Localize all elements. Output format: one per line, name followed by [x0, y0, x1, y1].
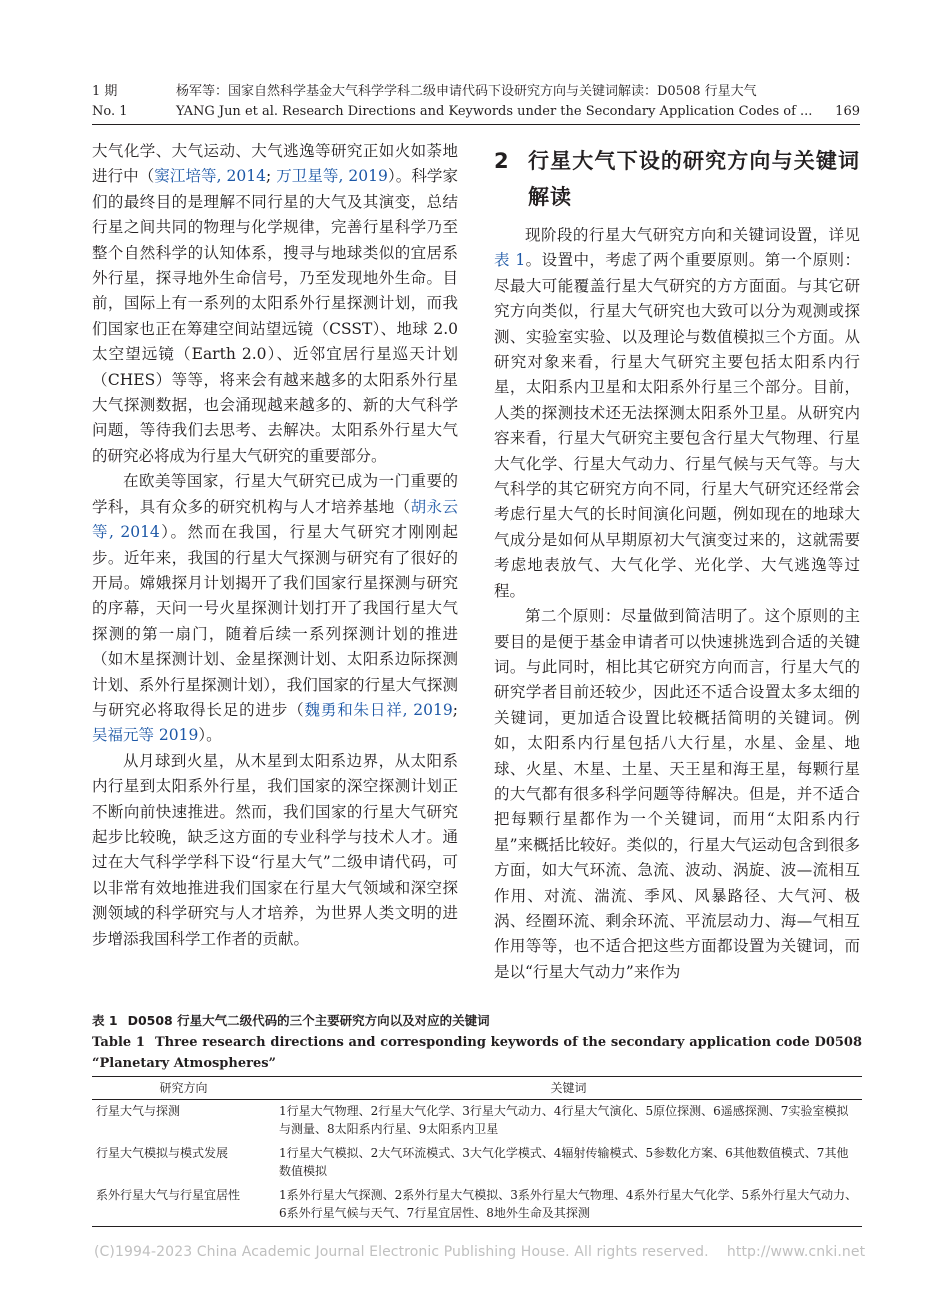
copyright-footer: (C)1994-2023 China Academic Journal Electronic Publishing House. All rights reserved. http://www.cnki.net: [94, 1244, 866, 1260]
paragraph: 现阶段的行星大气研究方向和关键词设置，详见表 1。设置中，考虑了两个重要原则。第一个原则：尽最大可能覆盖行星大气研究的方方面面。与其它研究方向类似，行星大气研究也大致可以分为观测或探测、实验室实验、以及理论与数值模拟三个方面。从研究对象来看，行星大气研究主要包括太阳系内行星，太阳系内卫星和太阳系外行星三个部分。目前，人类的探测技术还无法探测太阳系外卫星。从研究内容来看，行星大气研究主要包含行星大气物理、行星大气化学、行星大气动力、行星气候与天气等。与大气科学的其它研究方向不同，行星大气研究还经常会考虑行星大气的长时间演化问题，例如现在的地球大气成分是如何从早期原初大气演变过来的，这就需要考虑地表放气、大气化学、光化学、大气逃逸等过程。: [494, 226, 860, 600]
citation-link[interactable]: 魏勇和朱日祥, 2019: [304, 700, 453, 719]
table-row: [92, 1184, 862, 1227]
table-title-en: Three research directions and corresponding keywords of the secondary application code D0508 “Planetary Atmospheres”: [92, 1035, 862, 1071]
paragraph: 在欧美等国家，行星大气研究已成为一门重要的学科，具有众多的研究机构与人才培养基地（胡永云等, 2014）。然而在我国，行星大气研究才刚刚起步。近年来，我国的行星大气探测与研究有了很好的开局。嫦娥探月计划揭开了我们国家行星探测与研究的序幕，天问一号火星探测计划打开了我国行星大气探测的第一扇门，随着后续一系列探测计划的推进（如木星探测计划、金星探测计划、太阳系边际探测计划、系外行星探测计划），我们国家的行星大气探测与研究必将取得长足的进步（魏勇和朱日祥, 2019; 吴福元等 2019）。: [92, 472, 458, 745]
table-cell-keywords: 1行星大气模拟、2大气环流模式、3大气化学模式、4辐射传输模式、5参数化方案、6其他数值模式、7其他数值模拟: [279, 1146, 849, 1178]
table-title-zh: D0508 行星大气二级代码的三个主要研究方向以及对应的关键词: [127, 1013, 490, 1028]
citation-link[interactable]: 窦江培等, 2014: [154, 167, 266, 186]
citation-link[interactable]: 万卫星等, 2019: [276, 167, 388, 186]
paragraph: 大气化学、大气运动、大气逃逸等研究正如火如荼地进行中（窦江培等, 2014; 万卫星等, 2019）。科学家们的最终目的是理解不同行星的大气及其演变，总结行星之间共同的物理与化学规律，完善行星科学乃至整个自然科学的认知体系，搜寻与地球类似的宜居系外行星，探寻地外生命信号，乃至发现地外生命。目前，国际上有一系列的太阳系外行星探测计划，而我们国家也正在筹建空间站望远镜（CSST）、地球 2.0 太空望远镜（Earth 2.0）、近邻宜居行星巡天计划（CHES）等等，将来会有越来越多的太阳系外行星大气探测数据，也会涌现越来越多的、新的大气科学问题，等待我们去思考、去解决。太阳系外行星大气的研究必将成为行星大气研究的重要部分。: [92, 142, 458, 465]
table-header-row: [92, 1077, 862, 1100]
table-label-zh: 表 1: [92, 1013, 118, 1028]
table-caption-zh: [92, 1010, 862, 1031]
section-heading: [494, 143, 860, 215]
issue-number-en: No. 1: [92, 104, 128, 119]
running-title-en: YANG Jun et al. Research Directions and Keywords under the Secondary Application Codes of ...: [176, 104, 813, 119]
table-cell-direction: 系外行星大气与行星宜居性: [92, 1184, 275, 1227]
table-cell-keywords: 1系外行星大气探测、2系外行星大气模拟、3系外行星大气物理、4系外行星大气化学、5系外行星大气动力、6系外行星气候与天气、7行星宜居性、8地外生命及其探测: [275, 1184, 862, 1227]
column-header: 研究方向: [92, 1077, 275, 1100]
section-title: 行星大气下设的研究方向与关键词解读: [528, 149, 860, 209]
table-row: [92, 1142, 862, 1184]
table-cell-direction: 行星大气与探测: [96, 1104, 181, 1118]
running-title-zh: 杨军等：国家自然科学基金大气科学学科二级申请代码下设研究方向与关键词解读：D0508 行星大气: [176, 84, 757, 99]
paragraph: 从月球到火星，从木星到太阳系边界，从太阳系内行星到太阳系外行星，我们国家的深空探测计划正不断向前快速推进。然而，我们国家的行星大气研究起步比较晚，缺乏这方面的专业科学与技术人才。通过在大气科学学科下设“行星大气”二级申请代码，可以非常有效地推进我们国家在行星大气领域和深空探测领域的科学研究与人才培养，为世界人类文明的进步增添我国科学工作者的贡献。: [92, 751, 458, 948]
column-header: 关键词: [275, 1077, 862, 1100]
keywords-table: [92, 1076, 862, 1227]
paragraph: 第二个原则：尽量做到简洁明了。这个原则的主要目的是便于基金申请者可以快速挑选到合适的关键词。与此同时，相比其它研究方向而言，行星大气的研究学者目前还较少，因此还不适合设置太多太细的关键词，更加适合设置比较概括简明的关键词。例如，太阳系内行星包括八大行星，水星、金星、地球、火星、木星、土星、天王星和海王星，每颗行星的大气都有很多科学问题等待解决。但是，并不适合把每颗行星都作为一个关键词，而用“太阳系内行星”来概括比较好。类似的，行星大气运动包含到很多方面，如大气环流、急流、波动、涡旋、波—流相互作用、对流、湍流、季风、风暴路径、大气河、极涡、经圈环流、剩余环流、平流层动力、海—气相互作用等等，也不适合把这些方面都设置为关键词，而是以“行星大气动力”来作为: [494, 607, 860, 981]
table-label-en: Table 1: [92, 1035, 145, 1050]
table-caption-en: [92, 1032, 862, 1074]
citation-link[interactable]: 吴福元等 2019: [92, 726, 199, 745]
header-rule: [92, 124, 860, 125]
citation-link[interactable]: 胡永云等, 2014: [92, 497, 458, 542]
table-row: [92, 1100, 862, 1143]
table-reference-link[interactable]: 表 1: [494, 251, 526, 270]
right-column: [494, 139, 860, 985]
left-column: [92, 139, 458, 952]
page-number: 169: [835, 104, 860, 119]
issue-number-zh: 1 期: [92, 84, 118, 99]
table-cell-direction: 行星大气模拟与模式发展: [96, 1146, 229, 1160]
section-number: 2: [494, 149, 509, 173]
table-cell-keywords: 1行星大气物理、2行星大气化学、3行星大气动力、4行星大气演化、5原位探测、6遥感探测、7实验室模拟与测量、8太阳系内行星、9太阳系内卫星: [279, 1104, 849, 1136]
